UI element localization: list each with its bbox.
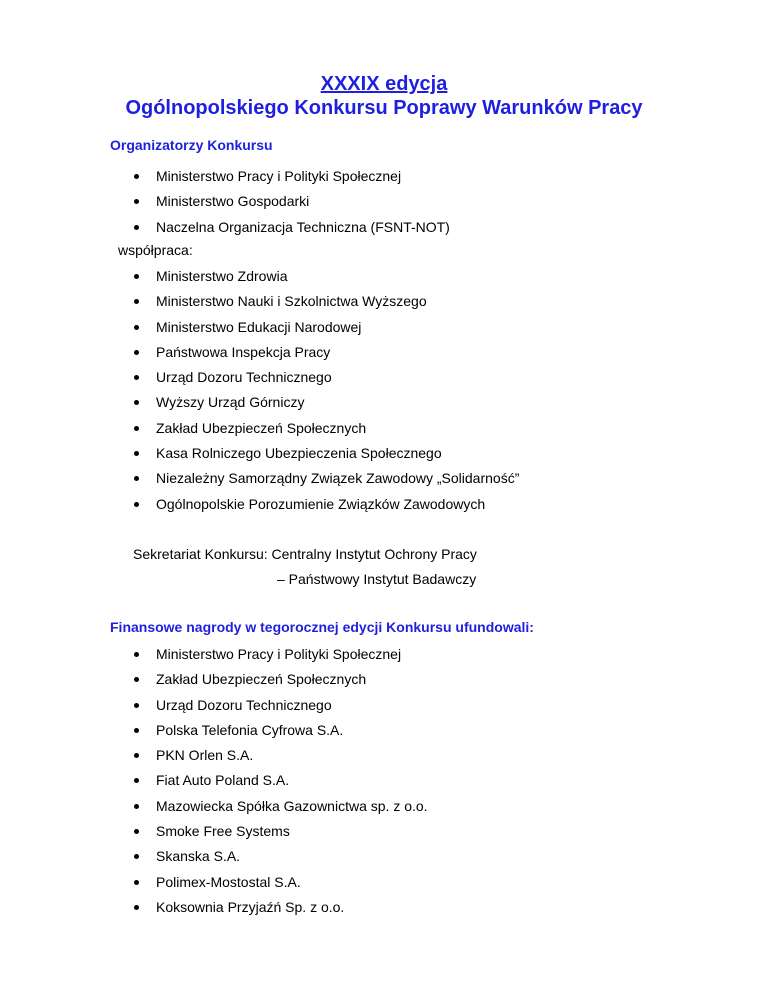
bullet-icon bbox=[134, 274, 139, 279]
list-item-label: Ministerstwo Nauki i Szkolnictwa Wyższego bbox=[156, 293, 427, 310]
list-item-label: Ministerstwo Gospodarki bbox=[156, 193, 310, 210]
bullet-icon bbox=[134, 778, 139, 783]
organizers-heading: Organizatorzy Konkursu bbox=[110, 137, 273, 153]
bullet-icon bbox=[134, 829, 139, 834]
list-item-label: Niezależny Samorządny Związek Zawodowy „Solidarność” bbox=[156, 470, 520, 487]
list-item-label: Zakład Ubezpieczeń Społecznych bbox=[156, 671, 367, 688]
list-item-label: Polska Telefonia Cyfrowa S.A. bbox=[156, 721, 344, 738]
list-item-label: Urząd Dozoru Technicznego bbox=[156, 369, 332, 386]
list-item-label: Naczelna Organizacja Techniczna (FSNT-NOT) bbox=[156, 218, 450, 235]
list-item-label: Ministerstwo Zdrowia bbox=[156, 268, 288, 284]
bullet-icon bbox=[134, 652, 139, 657]
bullet-icon bbox=[134, 299, 139, 304]
document-title-edition: XXXIX edycja bbox=[320, 73, 448, 95]
bullet-icon bbox=[134, 703, 139, 708]
bullet-icon bbox=[134, 350, 139, 355]
bullet-icon bbox=[134, 225, 139, 230]
list-item-label: Państwowa Inspekcja Pracy bbox=[156, 343, 331, 360]
bullet-icon bbox=[134, 677, 139, 682]
bullet-icon bbox=[134, 199, 139, 204]
bullet-icon bbox=[134, 728, 139, 733]
secretariat-line: Sekretariat Konkursu: Centralny Instytut Ochrony Pracy bbox=[133, 546, 477, 562]
bullet-icon bbox=[134, 325, 139, 330]
list-item-label: Mazowiecka Spółka Gazownictwa sp. z o.o. bbox=[156, 797, 428, 814]
list-item-label: Smoke Free Systems bbox=[156, 823, 290, 840]
list-item-label: Fiat Auto Poland S.A. bbox=[156, 772, 290, 789]
bullet-icon bbox=[134, 804, 139, 809]
list-item-label: Ministerstwo Pracy i Polityki Społecznej bbox=[156, 646, 402, 662]
list-item-label: Polimex-Mostostal S.A. bbox=[156, 873, 301, 890]
bullet-icon bbox=[134, 400, 139, 405]
cooperation-label: współpraca: bbox=[118, 242, 193, 258]
bullet-icon bbox=[134, 753, 139, 758]
bullet-icon bbox=[134, 476, 139, 481]
bullet-icon bbox=[134, 451, 139, 456]
secretariat-institute: – Państwowy Instytut Badawczy bbox=[277, 571, 477, 587]
bullet-icon bbox=[134, 426, 139, 431]
bullet-icon bbox=[134, 174, 139, 179]
list-item-label: Ministerstwo Edukacji Narodowej bbox=[156, 318, 362, 335]
list-item-label: Ministerstwo Pracy i Polityki Społecznej bbox=[156, 168, 402, 184]
list-item-label: Wyższy Urząd Górniczy bbox=[156, 394, 305, 411]
list-item-label: Urząd Dozoru Technicznego bbox=[156, 696, 332, 713]
list-item-label: PKN Orlen S.A. bbox=[156, 747, 254, 764]
list-item-label: Kasa Rolniczego Ubezpieczenia Społecznego bbox=[156, 445, 442, 462]
bullet-icon bbox=[134, 905, 139, 910]
list-item-label: Ogólnopolskie Porozumienie Związków Zawodowych bbox=[156, 495, 486, 512]
bullet-icon bbox=[134, 880, 139, 885]
bullet-icon bbox=[134, 854, 139, 859]
bullet-icon bbox=[134, 502, 139, 507]
list-item-label: Zakład Ubezpieczeń Społecznych bbox=[156, 419, 367, 436]
list-item-label: Skanska S.A. bbox=[156, 848, 241, 865]
document-title-contest: Ogólnopolskiego Konkursu Poprawy Warunków Pracy bbox=[125, 97, 643, 119]
bullet-icon bbox=[134, 375, 139, 380]
sponsors-heading: Finansowe nagrody w tegorocznej edycji Konkursu ufundowali: bbox=[110, 619, 534, 635]
list-item-label: Koksownia Przyjaźń Sp. z o.o. bbox=[156, 898, 345, 915]
